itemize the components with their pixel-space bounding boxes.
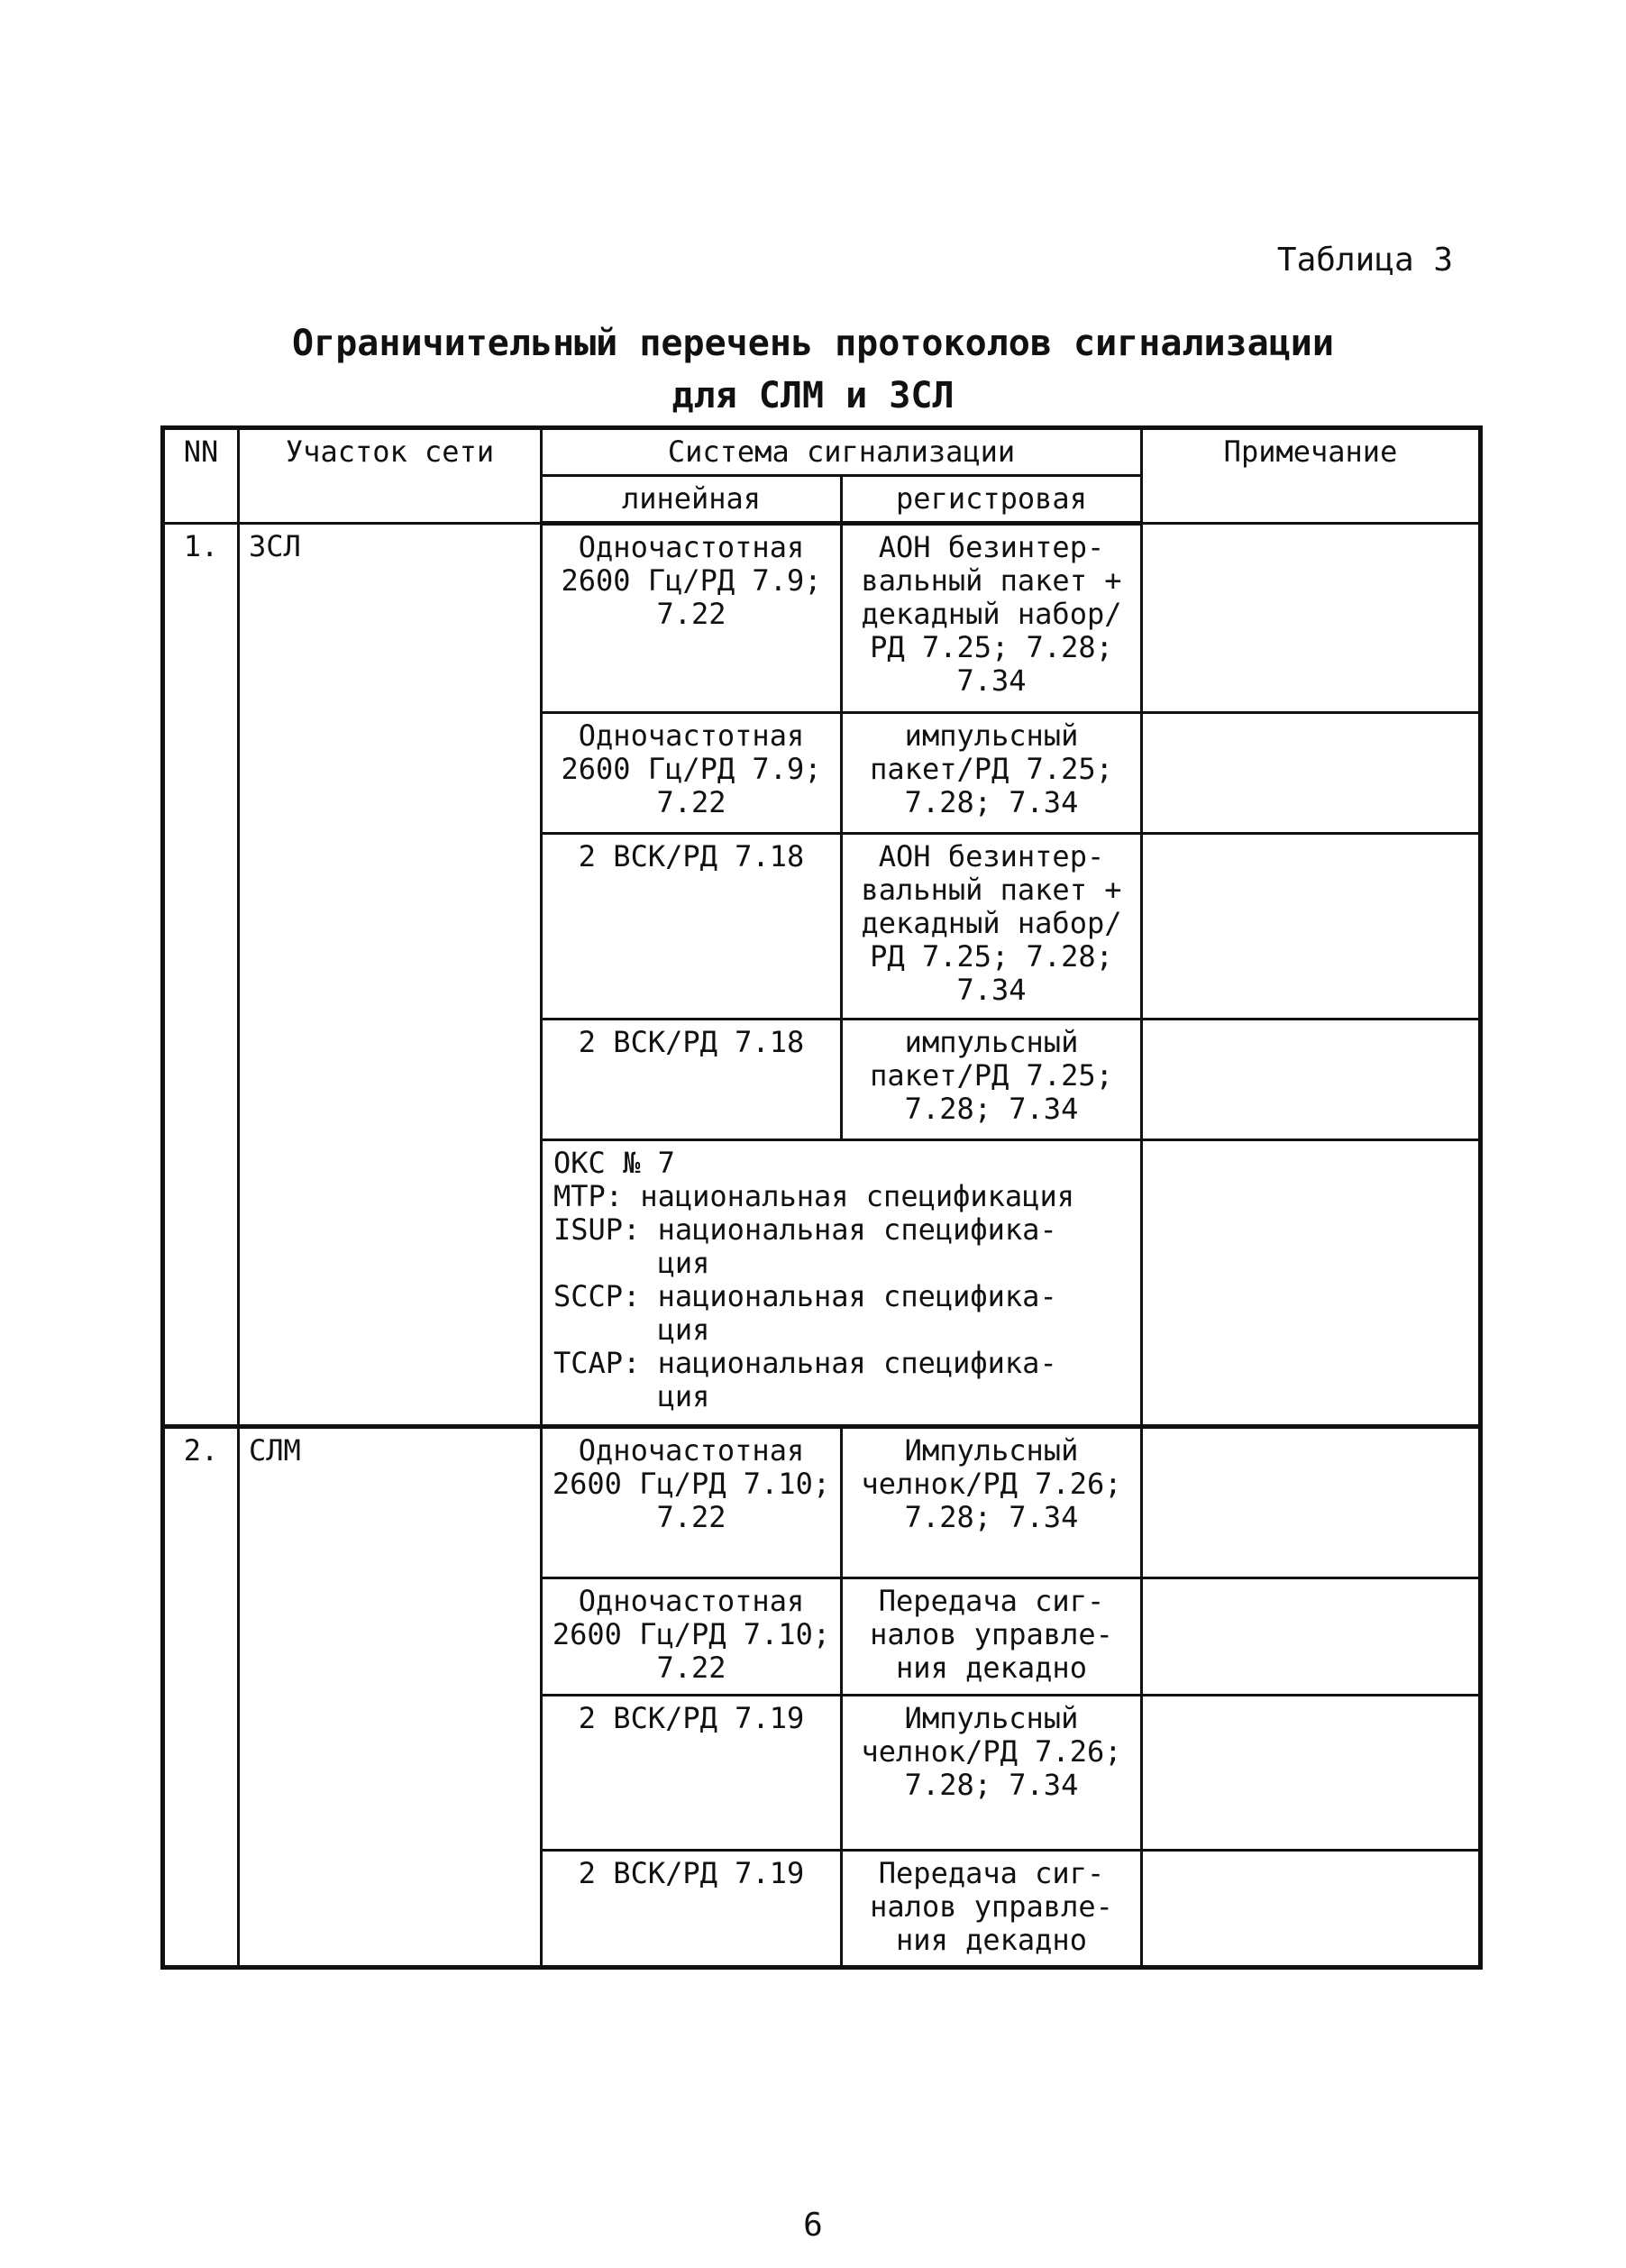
note-cell [1142,1696,1481,1851]
row-number: 1. [163,524,239,1427]
header-system: Система сигнализации [542,428,1142,476]
linear-cell: Одночастотная 2600 Гц/РД 7.9; 7.22 [542,713,842,834]
register-cell: Передача сиг-налов управле-ния декадно [842,1851,1142,1968]
linear-cell: Одночастотная 2600 Гц/РД 7.9; 7.22 [542,524,842,713]
header-note: Примечание [1142,428,1481,524]
table-caption: Таблица 3 [1276,242,1453,279]
linear-cell: 2 ВСК/РД 7.18 [542,834,842,1020]
register-cell: Передача сиг-налов управле-ния декадно [842,1578,1142,1696]
network-section: ЗСЛ [239,524,542,1427]
header-nn: NN [163,428,239,524]
note-cell [1142,1140,1481,1427]
table-row [163,524,1481,713]
row-number: 2. [163,1427,239,1968]
page-number: 6 [803,2207,823,2244]
note-cell [1142,713,1481,834]
linear-cell: 2 ВСК/РД 7.19 [542,1851,842,1968]
title-line-1: Ограничительный перечень протоколов сигнализации [292,323,1334,364]
linear-cell: 2 ВСК/РД 7.19 [542,1696,842,1851]
signaling-table [160,425,1483,1970]
note-cell [1142,1851,1481,1968]
linear-cell: Одночастотная 2600 Гц/РД 7.10; 7.22 [542,1578,842,1696]
note-cell [1142,524,1481,713]
title-line-2: для СЛМ и ЗСЛ [671,375,955,416]
register-cell: импульсный пакет/РД 7.25; 7.28; 7.34 [842,1020,1142,1140]
note-cell [1142,1578,1481,1696]
register-cell: Импульсный челнок/РД 7.26; 7.28; 7.34 [842,1427,1142,1578]
header-register: регистровая [842,476,1142,524]
register-cell: импульсный пакет/РД 7.25; 7.28; 7.34 [842,713,1142,834]
table-title [135,317,1491,422]
note-cell [1142,1020,1481,1140]
header-section: Участок сети [239,428,542,524]
oks7-cell: ОКС № 7 MTP: национальная спецификация ISUP: национальная специфика- ция SCCP: национальная специфика- ция TCAP: национальная специфика- ция [542,1140,1142,1427]
linear-cell: 2 ВСК/РД 7.18 [542,1020,842,1140]
network-section: СЛМ [239,1427,542,1968]
register-cell: АОН безинтер-вальный пакет + декадный набор/РД 7.25; 7.28; 7.34 [842,524,1142,713]
note-cell [1142,834,1481,1020]
table-row [163,1427,1481,1578]
header-linear: линейная [542,476,842,524]
register-cell: АОН безинтер-вальный пакет + декадный набор/РД 7.25; 7.28; 7.34 [842,834,1142,1020]
note-cell [1142,1427,1481,1578]
header-row-1 [163,428,1481,476]
register-cell: Импульсный челнок/РД 7.26; 7.28; 7.34 [842,1696,1142,1851]
linear-cell: Одночастотная 2600 Гц/РД 7.10; 7.22 [542,1427,842,1578]
